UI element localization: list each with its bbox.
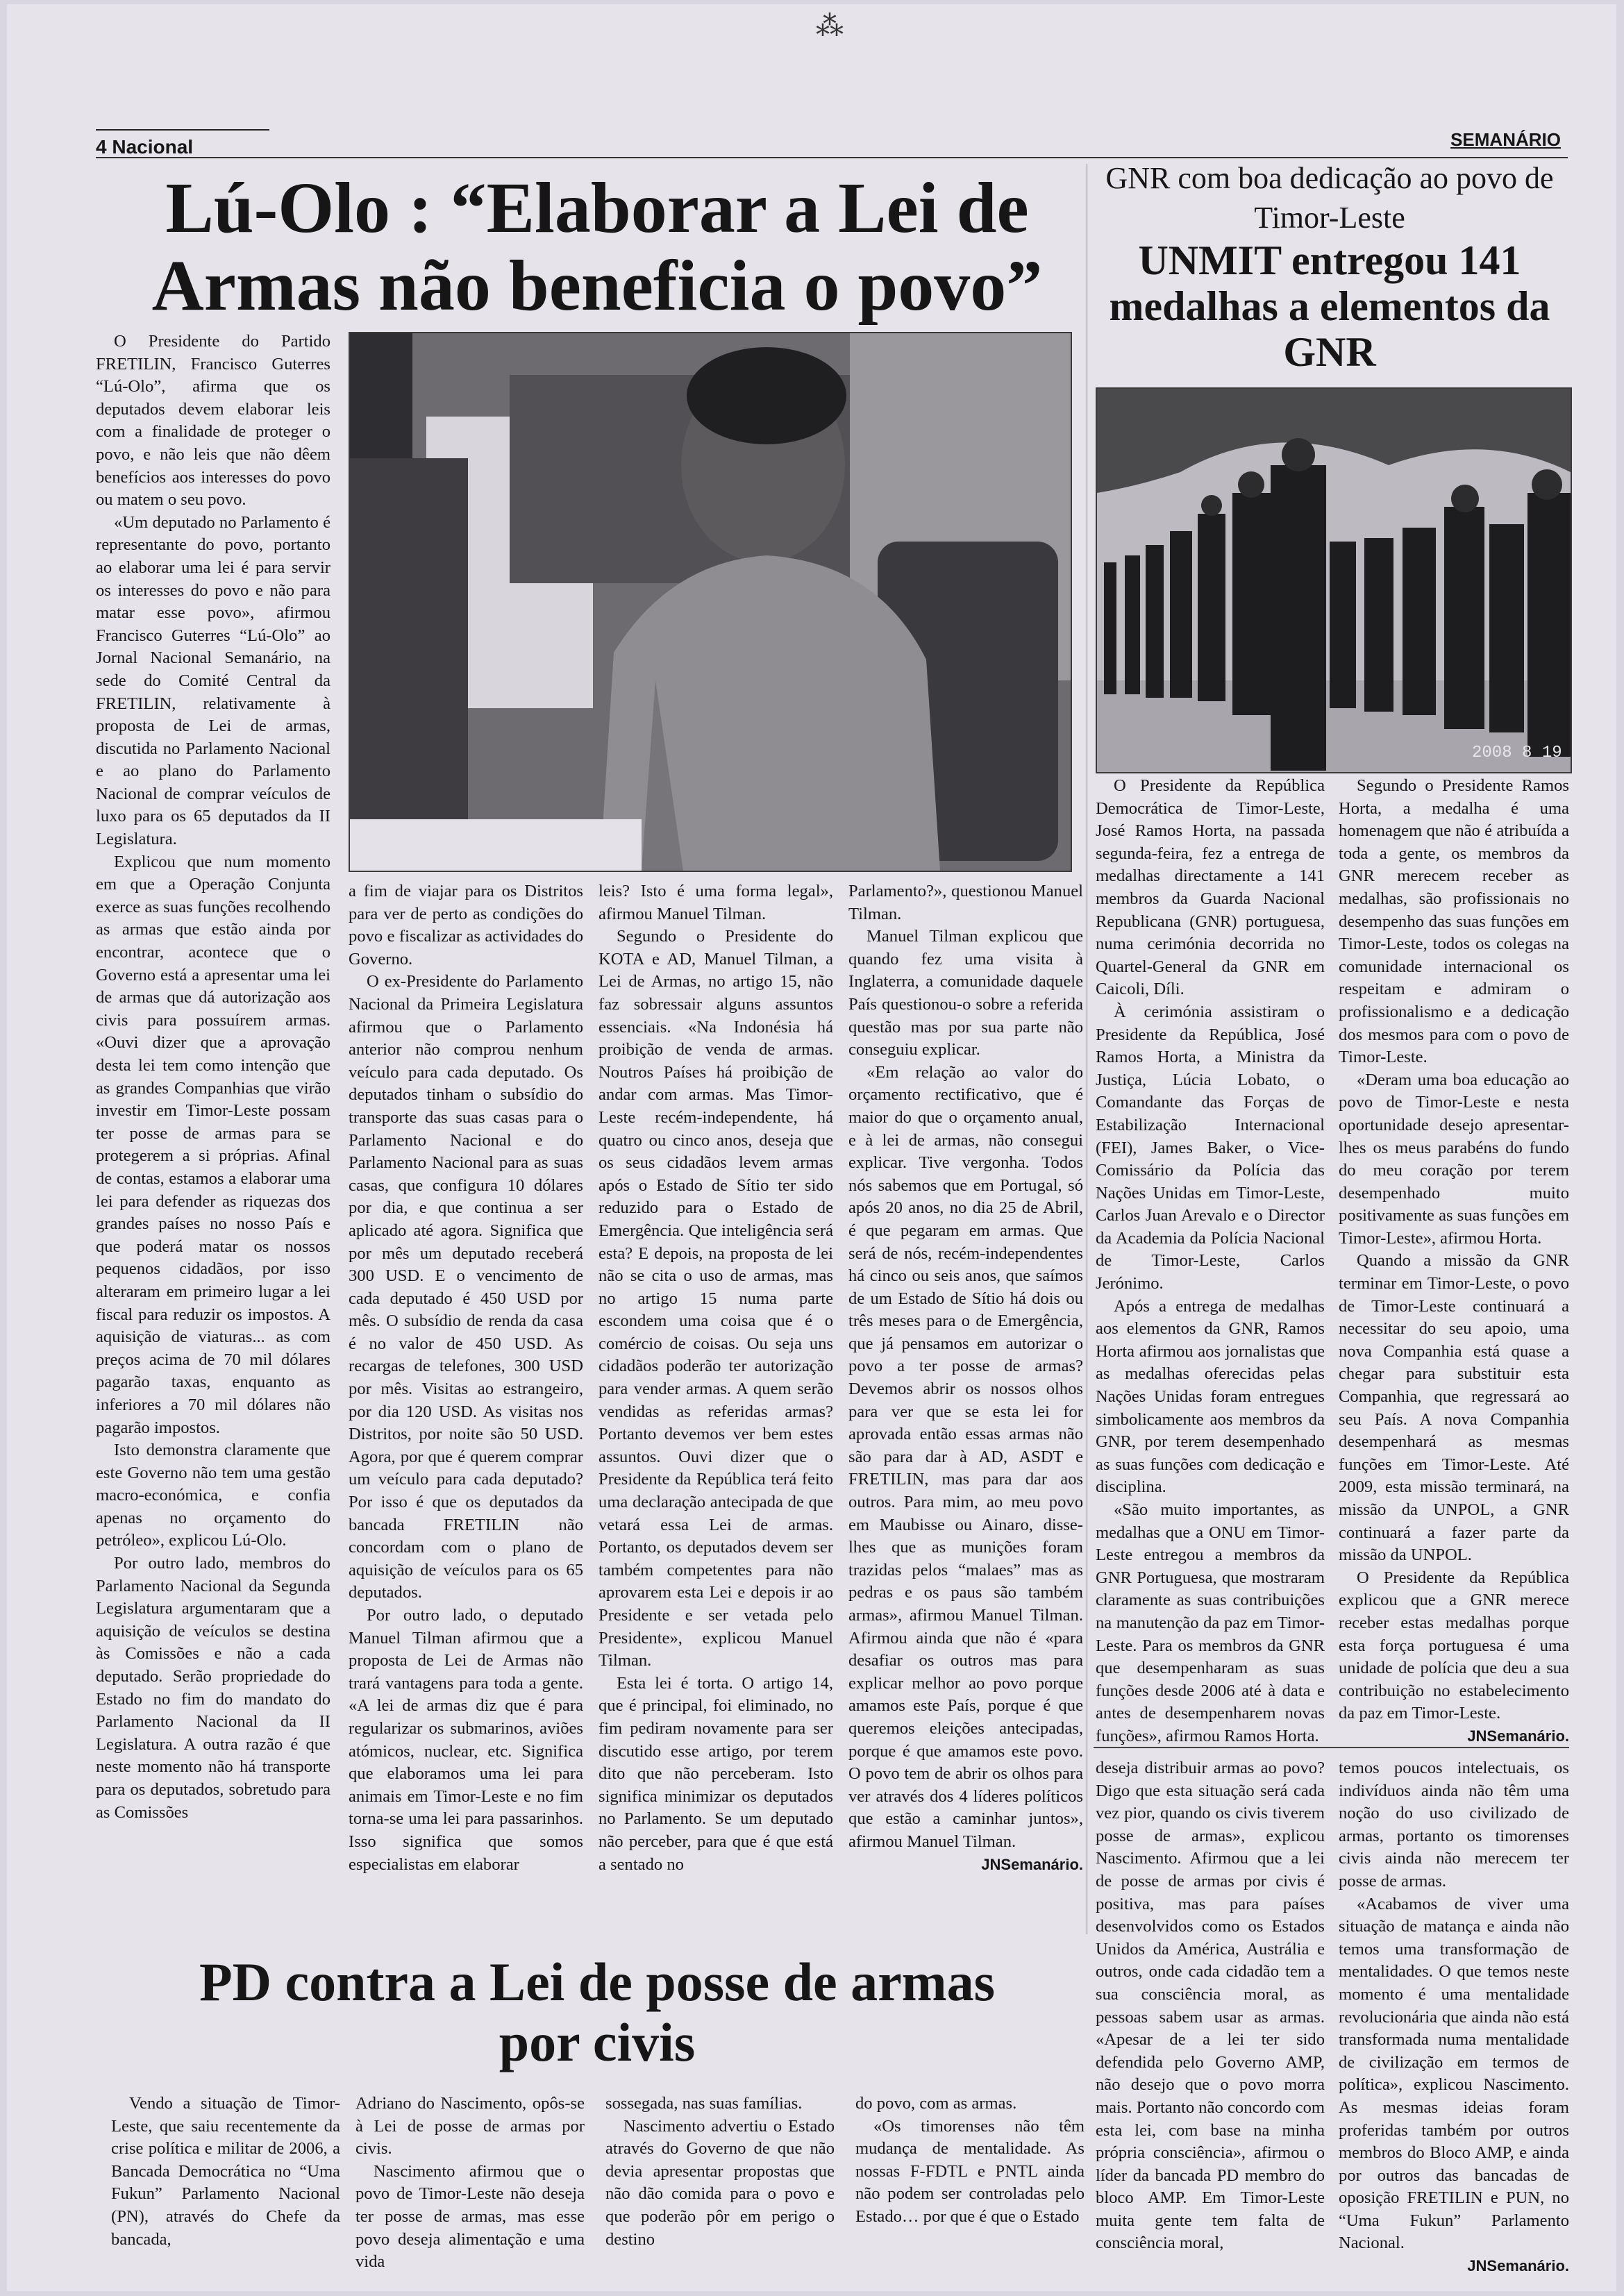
newspaper-page (7, 4, 1616, 2291)
article3-signature: JNSemanário. (1467, 2257, 1569, 2275)
paragraph: O ex-Presidente do Parlamento Nacional da Primeira Legislatura afirmou que o Parlamento anterior não comprou nenhum veículo para cada deputado. Os deputados tinham o subsídio do transporte das suas casas para o Parlamento Nacional e do Parlamento Nacional para as suas casas, que configura 10 dólares por dia, e que continua a ser aplicado até agora. Significa que por mês um deputado receberá 300 USD. E o vencimento de cada deputado é 450 USD por mês. O subsídio de renda da casa é no valor de 450 USD. As recargas de telefones, 300 USD por mês. Visitas ao estrangeiro, por dia 120 USD. As visitas nos Distritos, por noite são 50 USD. Agora, por que é querem comprar um veículo para cada deputado? Por isso é que os deputados da bancada FRETILIN não concordam com o plano de aquisição de veículos para os 65 deputados. (349, 972, 583, 1602)
paragraph: temos poucos intelectuais, os indivíduos ainda não têm uma noção do uso civilizado de armas, portanto os timorenses civis ainda não merecem ter posse de armas. (1339, 1759, 1569, 1891)
article3-title (111, 1952, 1083, 2073)
paragraph: Adriano do Nascimento, opôs-se à Lei de posse de armas por civis. (355, 2094, 585, 2159)
article3-col1 (111, 2093, 340, 2251)
paragraph: Parlamento?», questionou Manuel Tilman. (848, 882, 1083, 923)
paragraph: «São muito importantes, as medalhas que a ONU em Timor-Leste entregou a membros da GNR Portuguesa, que mostraram claramente as suas contribuições na manutenção da paz em Timor-Leste. Para os membros da GNR que desempenharam as suas funções desde 2006 até à data e antes de desempenharem novas funções», afirmou Ramos Horta. (1096, 1500, 1325, 1745)
article1-col3 (598, 880, 833, 1876)
paragraph: À cerimónia assistiram o Presidente da República, José Ramos Horta, a Ministra da Justiça, Lúcia Lobato, o Comandante das Forças de Estabilização Internacional (FEI), James Baker, o Vice-Comissário da Polícia das Nações Unidas em Timor-Leste, Carlos Juan Arevalo e o Director da Academia da Polícia Nacional de Timor-Leste, Carlos Jerónimo. (1096, 1002, 1325, 1293)
article3-title-line1: PD contra a Lei de posse de armas (199, 1952, 996, 2012)
article2-col1 (1096, 775, 1325, 1748)
paragraph: Vendo a situação de Timor-Leste, que saiu recentemente da crise política e militar de 2006, a Bancada Democrática no “Uma Fukun” Parlamento Nacional (PN), através do Chefe da bancada, (111, 2094, 340, 2249)
paragraph: «Um deputado no Parlamento é representante do povo, portanto ao elaborar uma lei é para servir os interesses do povo e não para matar esse povo», afirmou Francisco Guterres “Lú-Olo” ao Jornal Nacional Semanário, na sede do Comité Central da FRETILIN, relativamente à proposta de Lei de armas, discutida no Parlamento Nacional e ao plano do Parlamento Nacional de comprar veículos de luxo para os 65 deputados da II Legislatura. (96, 512, 330, 849)
paragraph: Isto demonstra claramente que este Governo não tem uma gestão macro-económica, e confia apenas no orçamento do petróleo», explicou Lú-Olo. (96, 1441, 330, 1550)
paragraph: a fim de viajar para os Distritos para ver de perto as condições do povo e fiscalizar as actividades do Governo. (349, 882, 583, 969)
article1-col4 (848, 880, 1083, 1876)
article2-title: UNMIT entregou 141 medalhas a elementos da GNR (1109, 237, 1550, 375)
gnr-parade-photo-icon (1097, 389, 1571, 772)
article1-title-line1: Lú-Olo : “Elaborar a Lei de (165, 168, 1029, 248)
article2-col2 (1339, 775, 1569, 1748)
paragraph: Manuel Tilman explicou que quando fez uma visita à Inglaterra, a comunidade daquele País questionou-o sobre a referida questão mas por sua parte não conseguiu explicar. (848, 927, 1083, 1059)
article2-kicker (1090, 158, 1569, 237)
paragraph: Após a entrega de medalhas aos elementos da GNR, Ramos Horta afirmou aos jornalistas que as medalhas oferecidas pelas Nações Unidas foram entregues simbolicamente aos membros da GNR, por terem desempenhado as suas funções com dedicação e disciplina. (1096, 1296, 1325, 1497)
article1-signature: JNSemanário. (981, 1855, 1083, 1873)
article1-col2 (349, 880, 583, 1876)
paragraph: Quando a missão da GNR terminar em Timor-Leste, o povo de Timor-Leste continuará a necessitar do seu apoio, uma nova Companhia está quase a chegar para substituir esta Companhia, que regressará ao seu País. A nova Companhia desempenhará as mesmas funções em Timor-Leste. Até 2009, esta missão terminará, na missão da UNPOL, a GNR continuará a fazer parte da missão da UNPOL. (1339, 1251, 1569, 1565)
paragraph: sossegada, nas suas famílias. (605, 2094, 803, 2113)
article3-col6 (1339, 1757, 1569, 2278)
paragraph: O Presidente da República Democrática de Timor-Leste, José Ramos Horta, na passada segunda-feira, fez a entrega de medalhas directamente a 141 membros da Guarda Nacional Republicana (GNR) portuguesa, numa cerimónia decorrida no Quartel-General da GNR em Caicoli, Díli. (1096, 776, 1325, 999)
paragraph: Segundo o Presidente do KOTA e AD, Manuel Tilman, a Lei de Armas, no artigo 15, não faz sobressair alguns assuntos essenciais. «Na Indonésia há proibição de venda de armas. Noutros Países há proibição de andar com armas. Mas Timor-Leste recém-independente, há quatro ou cinco anos, deseja que os seus cidadãos levem armas após o Estado de Sítio ter sido reduzido para o Estado de Emergência. Que inteligência será esta? E depois, na proposta de lei não se cita o uso de armas, mas no artigo 15 numa parte escondem uma coisa que é o comércio de coisas. Ou seja uns cidadãos poderão ter autorização para vender armas. A quem serão vendidas as referidas armas? Portanto devemos ver bem estes assuntos. Ouvi dizer que o Presidente da República terá feito uma declaração antecipada de que vetará essa Lei de armas. Portanto, os deputados devem ser também competentes para não aprovarem esta Lei e depois ir ao Presidente e ser vetada pelo Presidente», explicou Manuel Tilman. (598, 927, 833, 1670)
paragraph: O Presidente do Partido FRETILIN, Francisco Guterres “Lú-Olo”, afirma que os deputados devem elaborar leis com a finalidade de proteger o povo, e não leis que não dêem benefícios aos interesses do povo ou matem o seu povo. (96, 332, 330, 510)
portrait-photo (349, 332, 1072, 872)
article-divider (1094, 1747, 1569, 1748)
article3-col2 (355, 2093, 585, 2274)
paragraph: leis? Isto é uma forma legal», afirmou Manuel Tilman. (598, 882, 833, 923)
paragraph: «Deram uma boa educação ao povo de Timor-Leste e nesta oportunidade desejo apresentar-lhes os meus parabéns do fundo do meu coração por terem desempenhado muito positivamente as suas funções em Timor-Leste», afirmou Horta. (1339, 1070, 1569, 1248)
paragraph: «Os timorenses não têm mudança de mentalidade. As nossas F-FDTL e PNTL ainda não podem ser controladas pelo Estado… por que é que o Estado (855, 2116, 1085, 2226)
article3-col5 (1096, 1757, 1325, 2255)
paragraph: «Em relação ao valor do orçamento rectificativo, que é maior do que o orçamento anual, e à lei de armas, não consegui explicar. Tive vergonha. Todos nós sabemos que em Portugal, só após 20 anos, no dia 25 de Abril, é que pegaram em armas. Que será de nós, recém-independentes há cinco ou seis anos, que saímos de um Estado de Sítio há dois ou três meses para o de Emergência, que já pensamos em autorizar o povo a ter posse de armas? Devemos abrir os nossos olhos para ver que se esta lei for aprovada então essas armas não são para dar à AD, ASDT e FRETILIN, mas para dar aos outros. Para mim, ao meu povo em Maubisse ou Ainaro, disse-lhes que as munições foram trazidas pelos “malaes” mas as pedras e os paus são também armas», afirmou Manuel Tilman. Afirmou ainda que não é «para desafiar os outros mas para explicar melhor ao povo porque amamos este País, porque é que queremos eleições antecipadas, porque é que amamos este povo. O povo tem de abrir os olhos para ver através dos 4 líderes políticos que estão a caminhar juntos», afirmou Manuel Tilman. (848, 1062, 1083, 1851)
gnr-parade-photo (1096, 387, 1572, 773)
article3-title-line2: por civis (499, 2012, 696, 2073)
article1-title-line2: Armas não beneficia o povo” (151, 246, 1043, 326)
article2-kicker-line2: Timor-Leste (1254, 201, 1405, 235)
article1-title (104, 169, 1090, 326)
paragraph: Nascimento afirmou que o povo de Timor-Leste não deseja ter posse de armas, mas esse povo deseja alimentação e uma vida (355, 2161, 585, 2272)
paper-name: SEMANÁRIO (1450, 129, 1561, 150)
paragraph: Por outro lado, o deputado Manuel Tilman afirmou que a proposta de Lei de Armas não trará vantagens para toda a gente. «A lei de armas diz que é para regularizar os submarinos, aviões atómicos, nuclear, etc. Significa que elaboramos uma lei para animais em Timor-Leste e no fim torna-se uma lei para passarinhos. Isso significa que somos especialistas em elaborar (349, 1606, 583, 1874)
staple-mark: ⁂ (816, 10, 844, 42)
article3-col3 (605, 2093, 835, 2251)
article2-signature: JNSemanário. (1467, 1727, 1569, 1745)
article3-col4 (855, 2093, 1085, 2229)
section-label: 4 Nacional (96, 129, 269, 158)
paragraph: O Presidente da República explicou que a GNR merece receber estas medalhas porque esta força portuguesa é uma unidade de polícia que deu a sua contribuição no estabelecimento da paz em Timor-Leste. (1339, 1568, 1569, 1723)
paragraph: Nascimento advertiu o Estado através do Governo de que não devia apresentar propostas que não dão comida para o povo e que poderão pôr em perigo o destino (605, 2116, 835, 2249)
photo-timestamp: 2008 8 19 (1472, 744, 1562, 762)
article1-col1 (96, 330, 330, 1824)
portrait-photo-icon (350, 333, 1071, 871)
paragraph: Esta lei é torta. O artigo 14, que é principal, foi eliminado, no fim pediram novamente para ser discutido esse artigo, por terem dito que não perceberam. Isto significa minimizar os deputados no Parlamento. Se um deputado não perceber, para que é que está a sentado no (598, 1673, 833, 1874)
article2-kicker-line1: GNR com boa dedicação ao povo de (1105, 161, 1554, 195)
paragraph: «Acabamos de viver uma situação de matança e ainda não temos uma transformação de mentalidades. O que temos neste momento é uma mentalidade revolucionária que ainda não está transformada numa mentalidade de civilização em termos de política», explicou Nascimento. As mesmas ideias foram proferidas também por outros membros do Bloco AMP, e ainda por outros das bancadas de oposição FRETILIN e PUN, no “Uma Fukun” Parlamento Nacional. (1339, 1894, 1569, 2253)
paragraph: do povo, com as armas. (855, 2094, 1017, 2113)
paragraph: Por outro lado, membros do Parlamento Nacional da Segunda Legislatura argumentaram que a aquisição de veículos se destina às Comissões e não a cada deputado. Serão propriedade do Estado no fim do mandato do Parlamento Nacional da II Legislatura. A outra razão é que neste momento não há transporte para os deputados, sobretudo para as Comissões (96, 1554, 330, 1822)
paragraph: deseja distribuir armas ao povo? Digo que esta situação será cada vez pior, quando os civis tiverem posse de armas», explicou Nascimento. Afirmou que a lei de posse de armas por civis é positiva, mas para países desenvolvidos como os Estados Unidos da América, Austrália e outros, onde cada cidadão tem a sua consciência moral, as pessoas sabem usar as armas. «Apesar de a lei ter sido defendida pelo Governo AMP, não desejo que o povo morra mais. Portanto não concordo com esta lei, com base na minha própria consciência», afirmou o líder da bancada PD membro do bloco AMP. Em Timor-Leste muita gente tem falta de consciência moral, (1096, 1759, 1325, 2253)
paragraph: Explicou que num momento em que a Operação Conjunta exerce as suas funções recolhendo as armas que estão ainda por encontrar, acontece que o Governo está a apresentar uma lei de armas que dá autorização aos civis para possuírem armas. «Ouvi dizer que a aprovação desta lei tem como intenção que as grandes Companhias que virão investir em Timor-Leste possam ter posse de armas para se protegerem a si próprias. Afinal de contas, estamos a elaborar uma lei para defender as riquezas dos grandes países no nosso País e que poderá matar os nossos pequenos cidadãos, por isso alteraram em primeiro lugar a lei fiscal para reduzir os impostos. A aquisição de viaturas... as com preços acima de 70 mil dólares pagarão taxas, enquanto as inferiores a 70 mil dólares não pagarão impostos. (96, 852, 330, 1437)
paragraph: Segundo o Presidente Ramos Horta, a medalha é uma homenagem que não é atribuída a toda a gente, os membros da GNR merecem receber as medalhas, são profissionais no desempenho das suas funções em Timor-Leste, todos os colegas na comunidade internacional os respeitam e admiram o profissionalismo e a dedicação dos mesmos para com o povo de Timor-Leste. (1339, 776, 1569, 1067)
